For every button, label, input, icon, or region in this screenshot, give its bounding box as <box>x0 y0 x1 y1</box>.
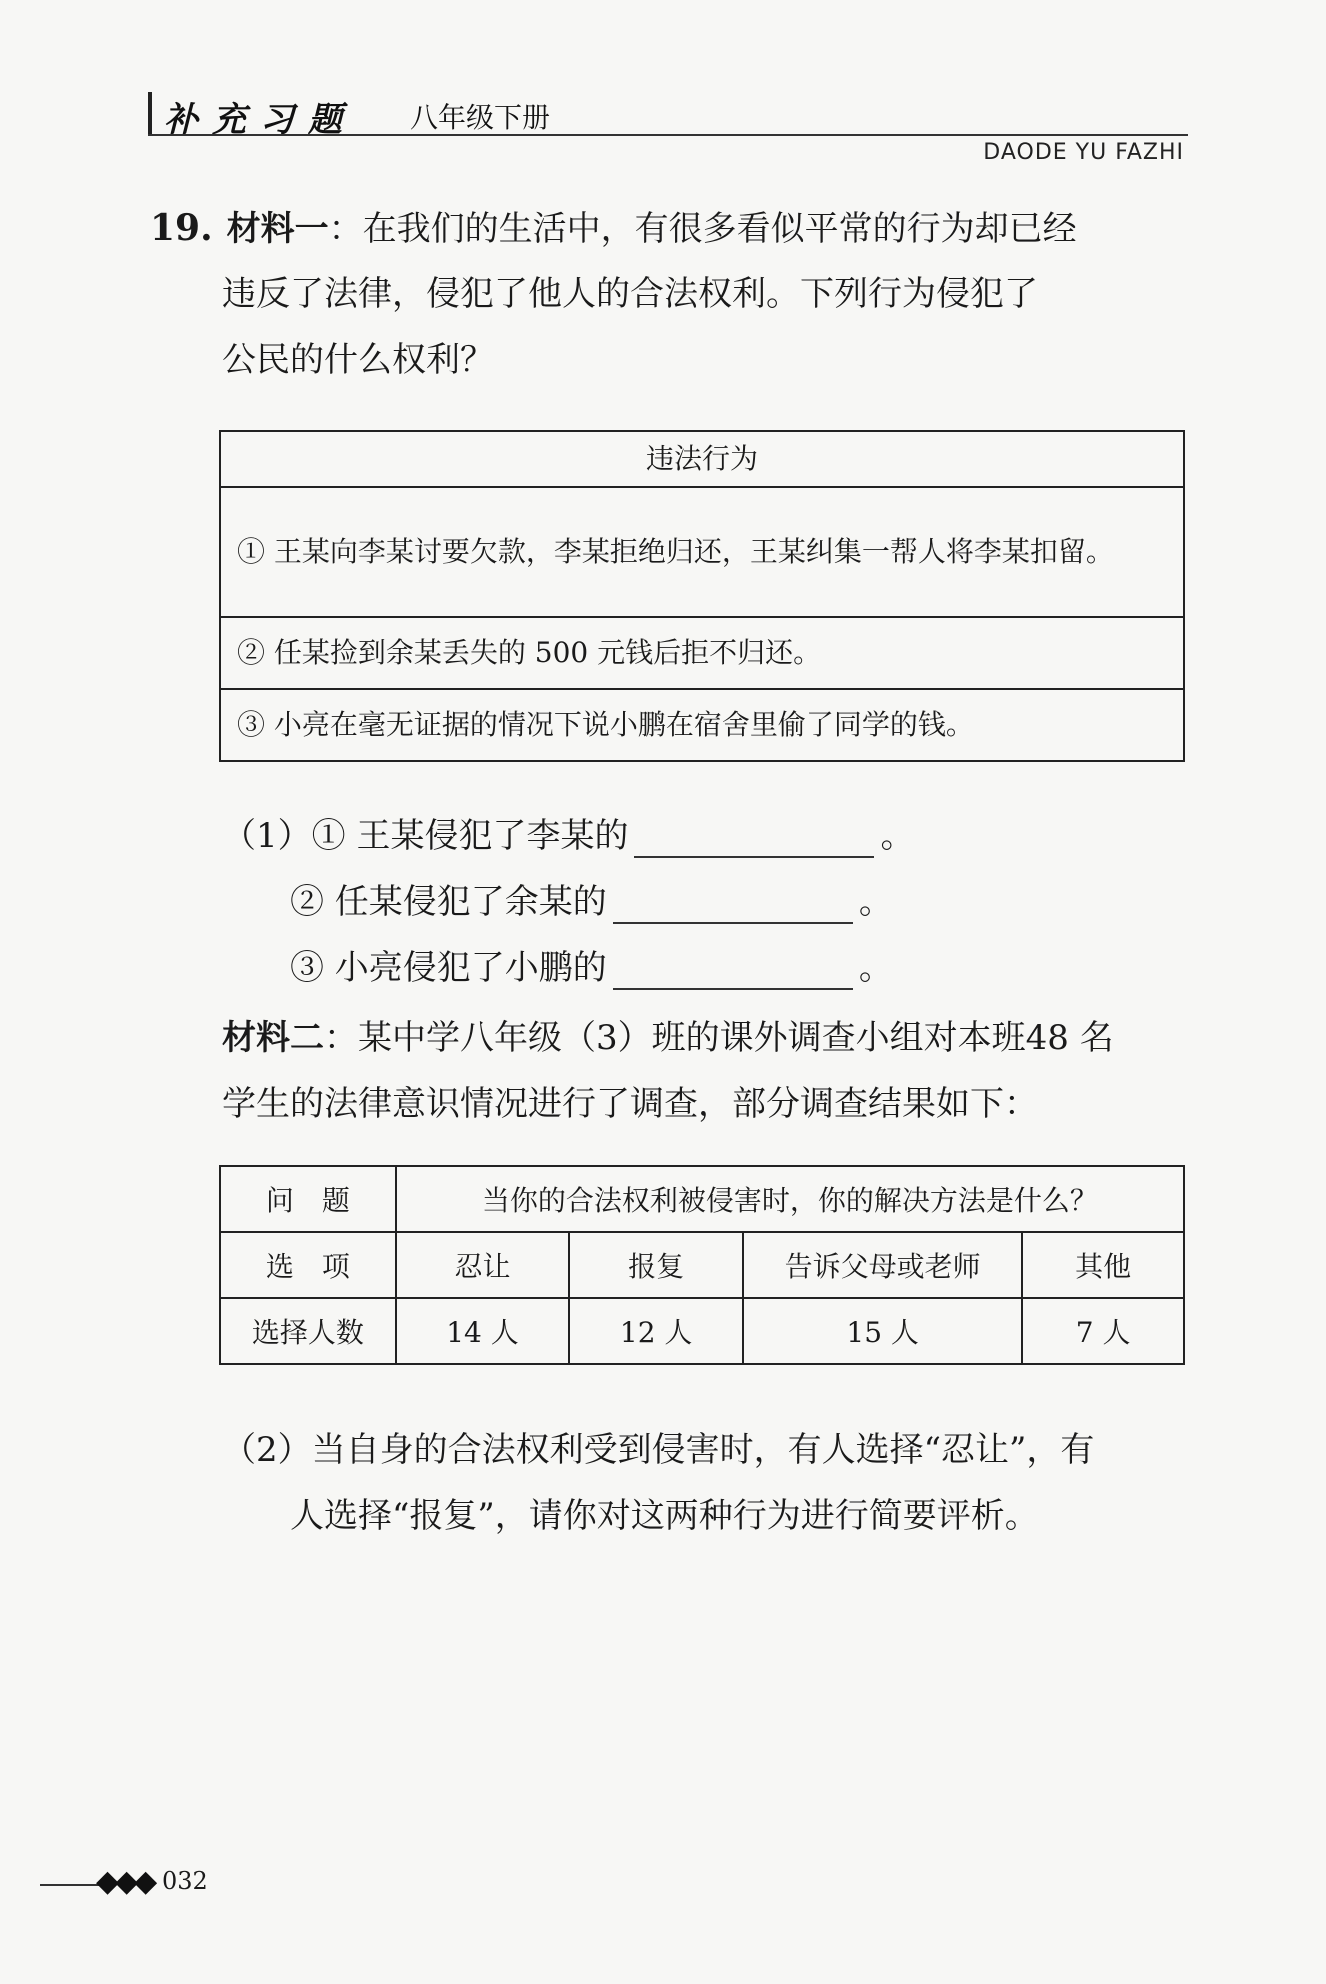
diamond-ornament-icon: ◆◆◆ <box>96 1864 154 1899</box>
table-header-row <box>220 431 1184 487</box>
grade-label: 八年级下册 <box>410 101 551 134</box>
options-label-cell: 选 项 <box>220 1232 396 1298</box>
count-cell: 7 人 <box>1022 1298 1184 1364</box>
question-number: 19. <box>150 207 213 249</box>
fill-prefix-3: ③ 小亮侵犯了小鹏的 <box>290 948 607 988</box>
page-header <box>148 92 1192 140</box>
material2-text-1: ：某中学八年级（3）班的课外调查小组对本班48 名 <box>324 1018 1114 1058</box>
table-header-cell: 违法行为 <box>220 431 1184 487</box>
table-row <box>220 617 1184 689</box>
count-cell: 14 人 <box>396 1298 570 1364</box>
fill-suffix-3: 。 <box>858 948 893 988</box>
answer-blank-3[interactable] <box>613 952 853 990</box>
fill-suffix-1: 。 <box>880 816 915 856</box>
question-label-cell: 问 题 <box>220 1166 396 1232</box>
survey-options-row <box>220 1232 1184 1298</box>
survey-counts-row <box>220 1298 1184 1364</box>
part1-label: （1） <box>222 816 312 856</box>
act-2-cell: ② 任某捡到余某丢失的 500 元钱后拒不归还。 <box>220 617 1184 689</box>
part2-line-1: （2）当自身的合法权利受到侵害时，有人选择“忍让”，有 <box>222 1430 1095 1470</box>
fill-prefix-1: ① 王某侵犯了李某的 <box>311 816 629 856</box>
material2-text-2: 学生的法律意识情况进行了调查，部分调查结果如下： <box>222 1084 1038 1124</box>
table-row <box>220 487 1184 617</box>
question-line-1 <box>150 206 1077 251</box>
page-number: 032 <box>162 1867 208 1895</box>
material1-label: 材料一 <box>226 209 329 249</box>
part2-line-2: 人选择“报复”，请你对这两种行为进行简要评析。 <box>290 1496 1039 1536</box>
book-title: 补充习题 <box>164 100 356 140</box>
survey-table <box>219 1165 1185 1365</box>
count-cell: 12 人 <box>569 1298 743 1364</box>
illegal-acts-table <box>219 430 1185 762</box>
act-1-cell: ① 王某向李某讨要欠款，李某拒绝归还，王某纠集一帮人将李某扣留。 <box>220 487 1184 617</box>
count-label-cell: 选择人数 <box>220 1298 396 1364</box>
subject-code: DAODE YU FAZHI <box>983 140 1184 165</box>
act-3-cell: ③ 小亮在毫无证据的情况下说小鹏在宿舍里偷了同学的钱。 <box>220 689 1184 761</box>
answer-blank-2[interactable] <box>613 886 853 924</box>
option-cell: 报复 <box>569 1232 743 1298</box>
fill-prefix-2: ② 任某侵犯了余某的 <box>290 882 607 922</box>
material2-label: 材料二 <box>222 1018 324 1058</box>
option-cell: 忍让 <box>396 1232 570 1298</box>
fill-item-1 <box>222 814 914 858</box>
option-cell: 告诉父母或老师 <box>743 1232 1022 1298</box>
footer-rule <box>40 1884 100 1886</box>
option-cell: 其他 <box>1022 1232 1184 1298</box>
survey-question-row <box>220 1166 1184 1232</box>
answer-blank-1[interactable] <box>634 820 874 858</box>
table-row <box>220 689 1184 761</box>
material2-line-1 <box>222 1016 1114 1060</box>
count-cell: 15 人 <box>743 1298 1022 1364</box>
material1-text-2: 违反了法律，侵犯了他人的合法权利。下列行为侵犯了 <box>222 274 1038 314</box>
fill-item-3 <box>290 946 893 990</box>
fill-item-2 <box>290 880 893 924</box>
header-divider <box>148 134 1188 136</box>
material1-text-1: ：在我们的生活中，有很多看似平常的行为却已经 <box>328 209 1077 249</box>
question-text-cell: 当你的合法权利被侵害时，你的解决方法是什么？ <box>396 1166 1184 1232</box>
material1-text-3: 公民的什么权利？ <box>222 340 494 380</box>
fill-suffix-2: 。 <box>858 882 893 922</box>
